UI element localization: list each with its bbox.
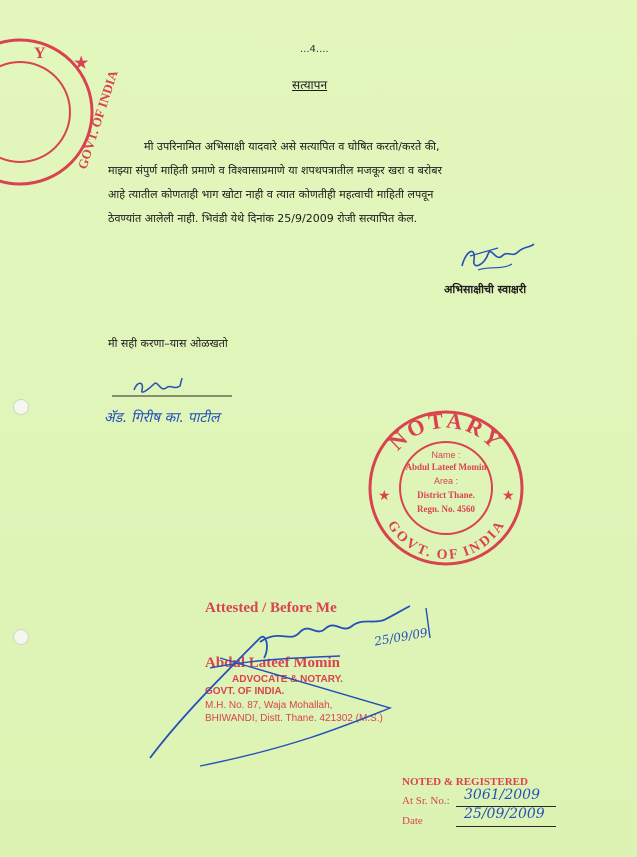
page-number: ...4.... [300,44,329,55]
seal-regn: Regn. No. 4560 [417,504,475,514]
notary-seal-top-text: NOTARY [383,408,509,456]
seal-name-label: Name : [431,450,461,460]
deponent-signature [458,236,538,276]
registration-heading: NOTED & REGISTERED [402,776,528,788]
identifier-signature [108,374,238,400]
deponent-signature-caption: अभिसाक्षीची स्वाक्षरी [444,283,527,296]
identifier-handwritten-name: ॲड. गिरीष का. पाटील [104,410,220,426]
svg-text:NOTARY [384,408,509,455]
registration-sr-label: At Sr. No.: [402,795,450,807]
body-line: ठेवण्यांत आलेली नाही. भिवंडी येथे दिनांक 25/9/2009 रोजी सत्यापित केल. [108,212,418,225]
notary-name: Abdul Lateef Momin [205,655,340,671]
punch-hole-bottom [13,629,29,645]
registration-sr-value: 3061/2009 [464,787,540,803]
attested-label: Attested / Before Me [205,600,337,616]
seal-star-right: ★ [502,488,515,504]
left-notary-seal [0,30,121,190]
svg-text:Y: Y [34,45,46,62]
seal-star-left: ★ [378,488,391,504]
notary-seal-bottom-text: GOVT. OF INDIA [384,518,508,564]
seal-area-label: Area : [433,476,459,486]
seal-name: Abdul Lateef Momin [405,462,487,472]
verification-paragraph [108,135,553,231]
identifier-label: मी सही करणा–यास ओळखतो [108,337,228,350]
body-line: माझ्या संपुर्ण माहिती प्रमाणे व विश्वासाप्रमाणे या शपथपत्रातील मजकूर खरा व बरोबर [108,164,443,177]
registration-date-label: Date [402,815,423,827]
seal-area: District Thane. [417,490,475,500]
body-line: मी उपरिनामित अभिसाक्षी यादवारे असे सत्यापित व घोषित करतो/करते की, [144,140,440,153]
registration-date-value: 25/09/2009 [464,806,545,822]
notary-address-2: BHIWANDI, Distt. Thane. 421302 (M.S.) [205,713,383,724]
notary-signature [140,598,440,768]
svg-text:GOVT. OF INDIA [384,518,508,563]
registration-date-line [456,826,556,827]
notary-handwritten-date: 25/09/09 [373,625,429,649]
left-seal-text: GOVT. OF INDIA [74,68,121,171]
body-line: आहे त्यातील कोणताही भाग खोटा नाही व त्यात कोणतीही महत्वाची माहिती लपवून [108,188,434,201]
notary-role: ADVOCATE & NOTARY. [232,674,343,685]
punch-hole-top [13,399,29,415]
notary-seal [366,408,526,568]
page-title: सत्यापन [292,78,328,92]
notary-address-1: M.H. No. 87, Waja Mohallah, [205,700,333,711]
svg-text:★: ★ [74,55,89,72]
notary-govt: GOVT. OF INDIA. [205,686,285,697]
